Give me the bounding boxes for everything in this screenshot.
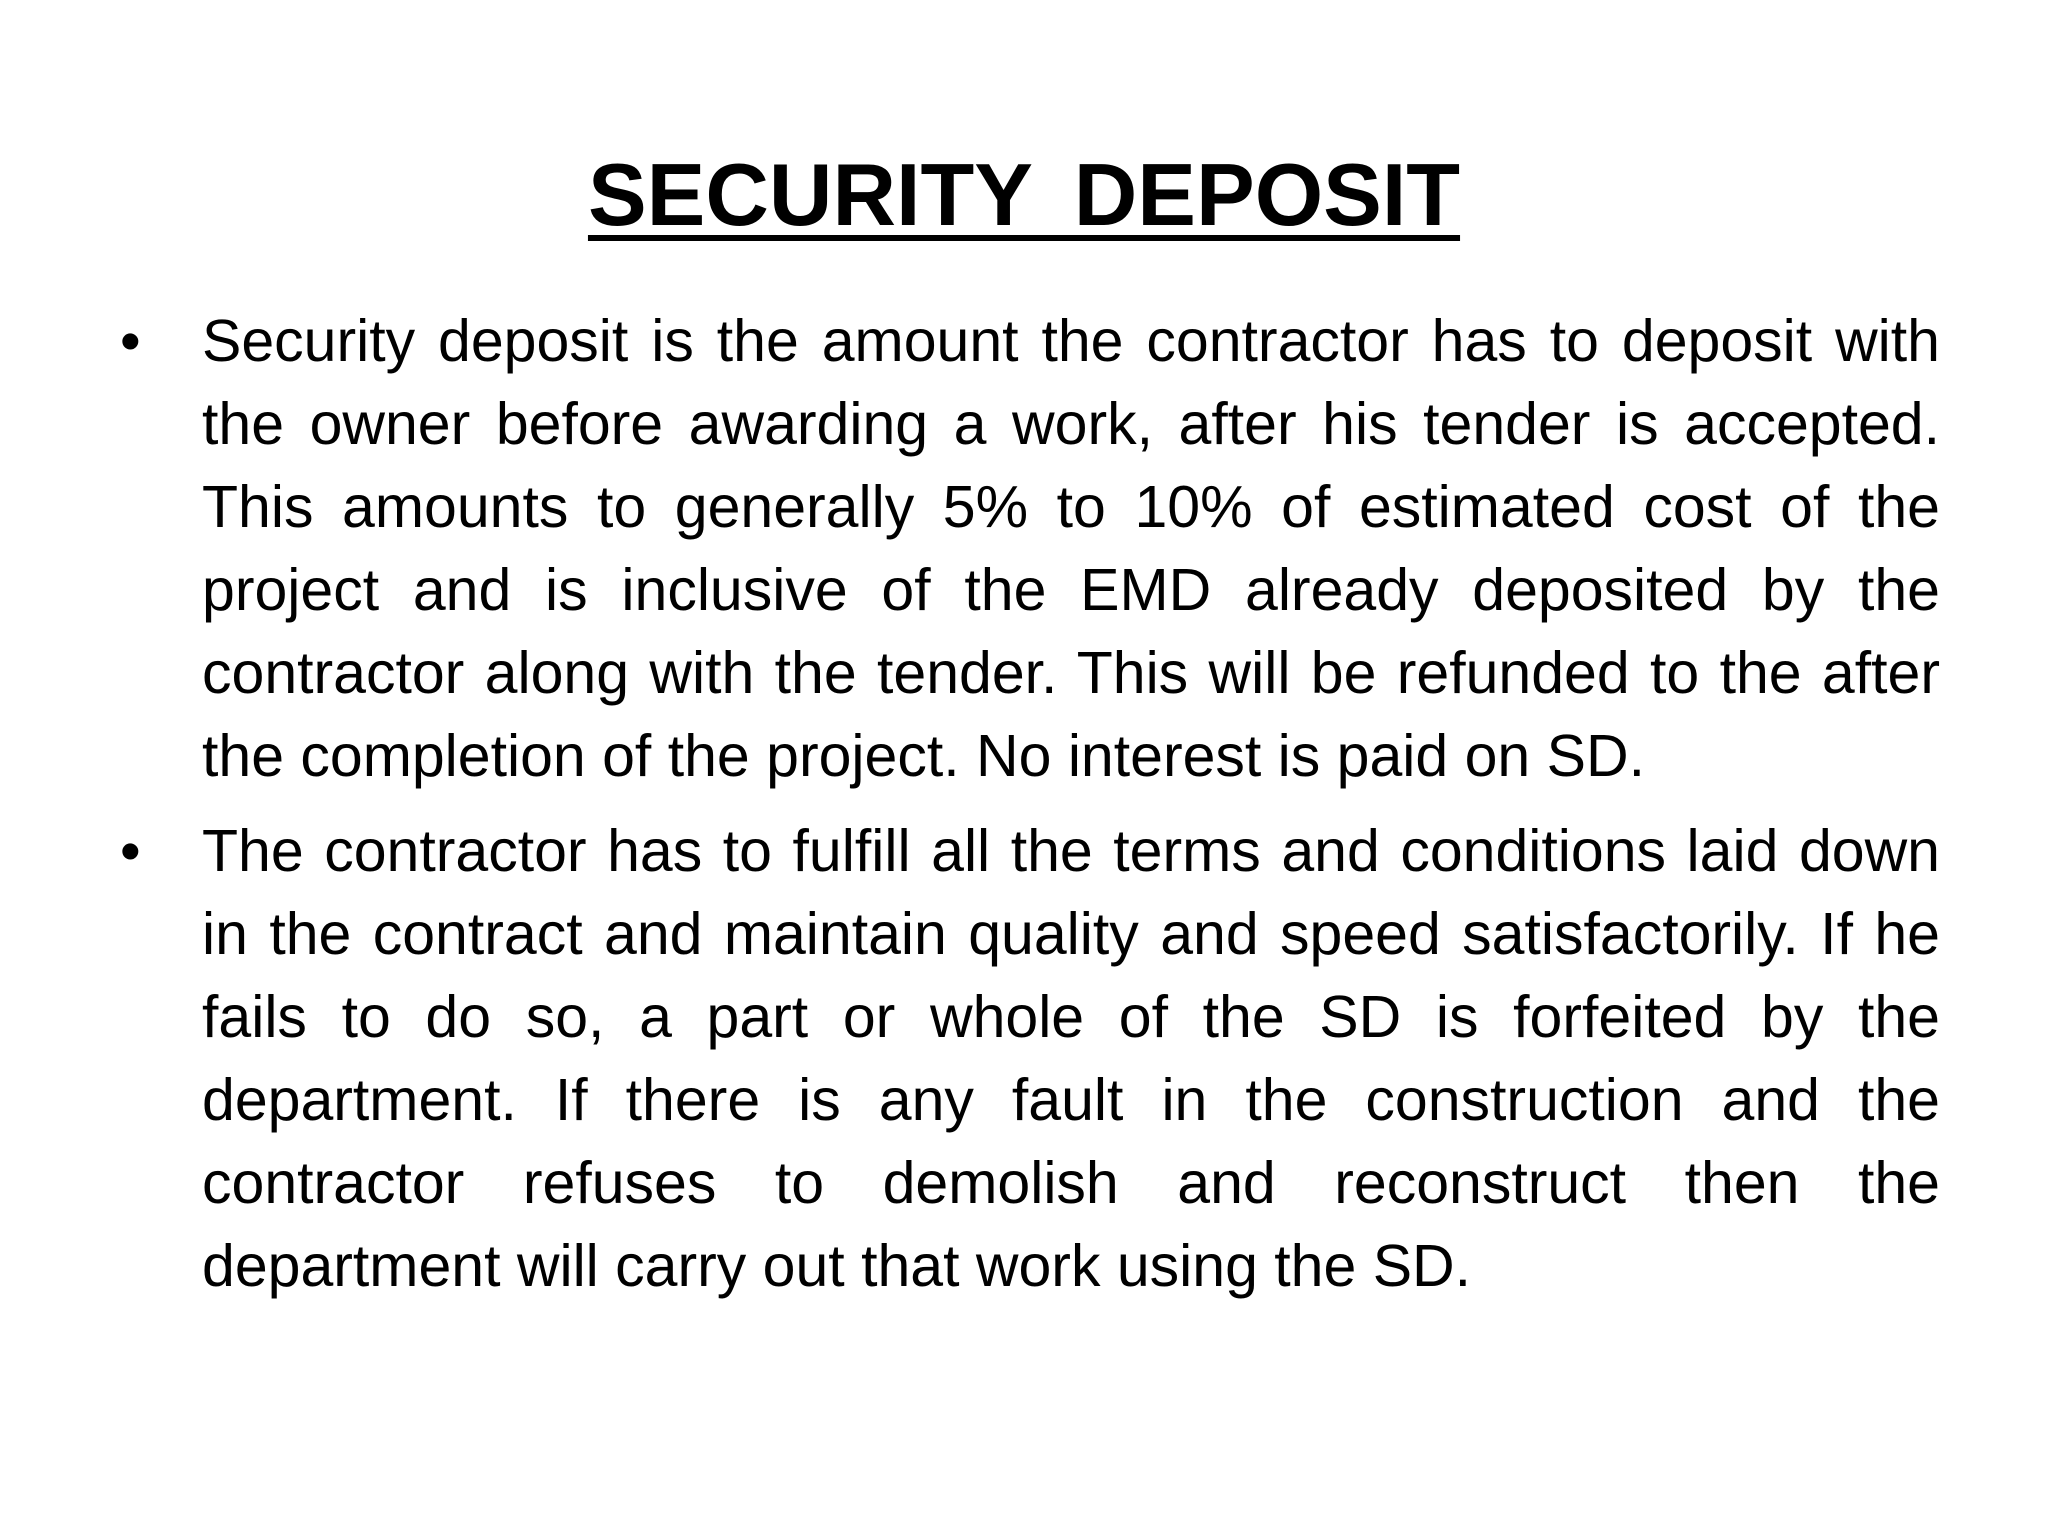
slide-title-text: SECURITY DEPOSIT (587, 145, 1461, 244)
bullet-item (120, 810, 1940, 1308)
bullet-text: The contractor has to fulfill all the terms and conditions laid down in the contract and maintain quality and speed satisfactorily. If he fails to do so, a part or whole of the SD is forfeited by the department. If there is any fault in the construction and the contractor refuses to demolish and reconstruct then the department will carry out that work using the SD. (202, 818, 1940, 1299)
bullet-text: Security deposit is the amount the contractor has to deposit with the owner before awarding a work, after his tender is accepted. This amounts to generally 5% to 10% of estimated cost of the project and is inclusive of the EMD already deposited by the contractor along with the tender. This will be refunded to the after the completion of the project. No interest is paid on SD. (202, 308, 1940, 789)
slide-title (0, 140, 2048, 250)
bullet-list (120, 300, 1940, 1320)
bullet-dot-icon: • (120, 308, 141, 374)
bullet-item (120, 300, 1940, 798)
bullet-dot-icon: • (120, 818, 141, 884)
